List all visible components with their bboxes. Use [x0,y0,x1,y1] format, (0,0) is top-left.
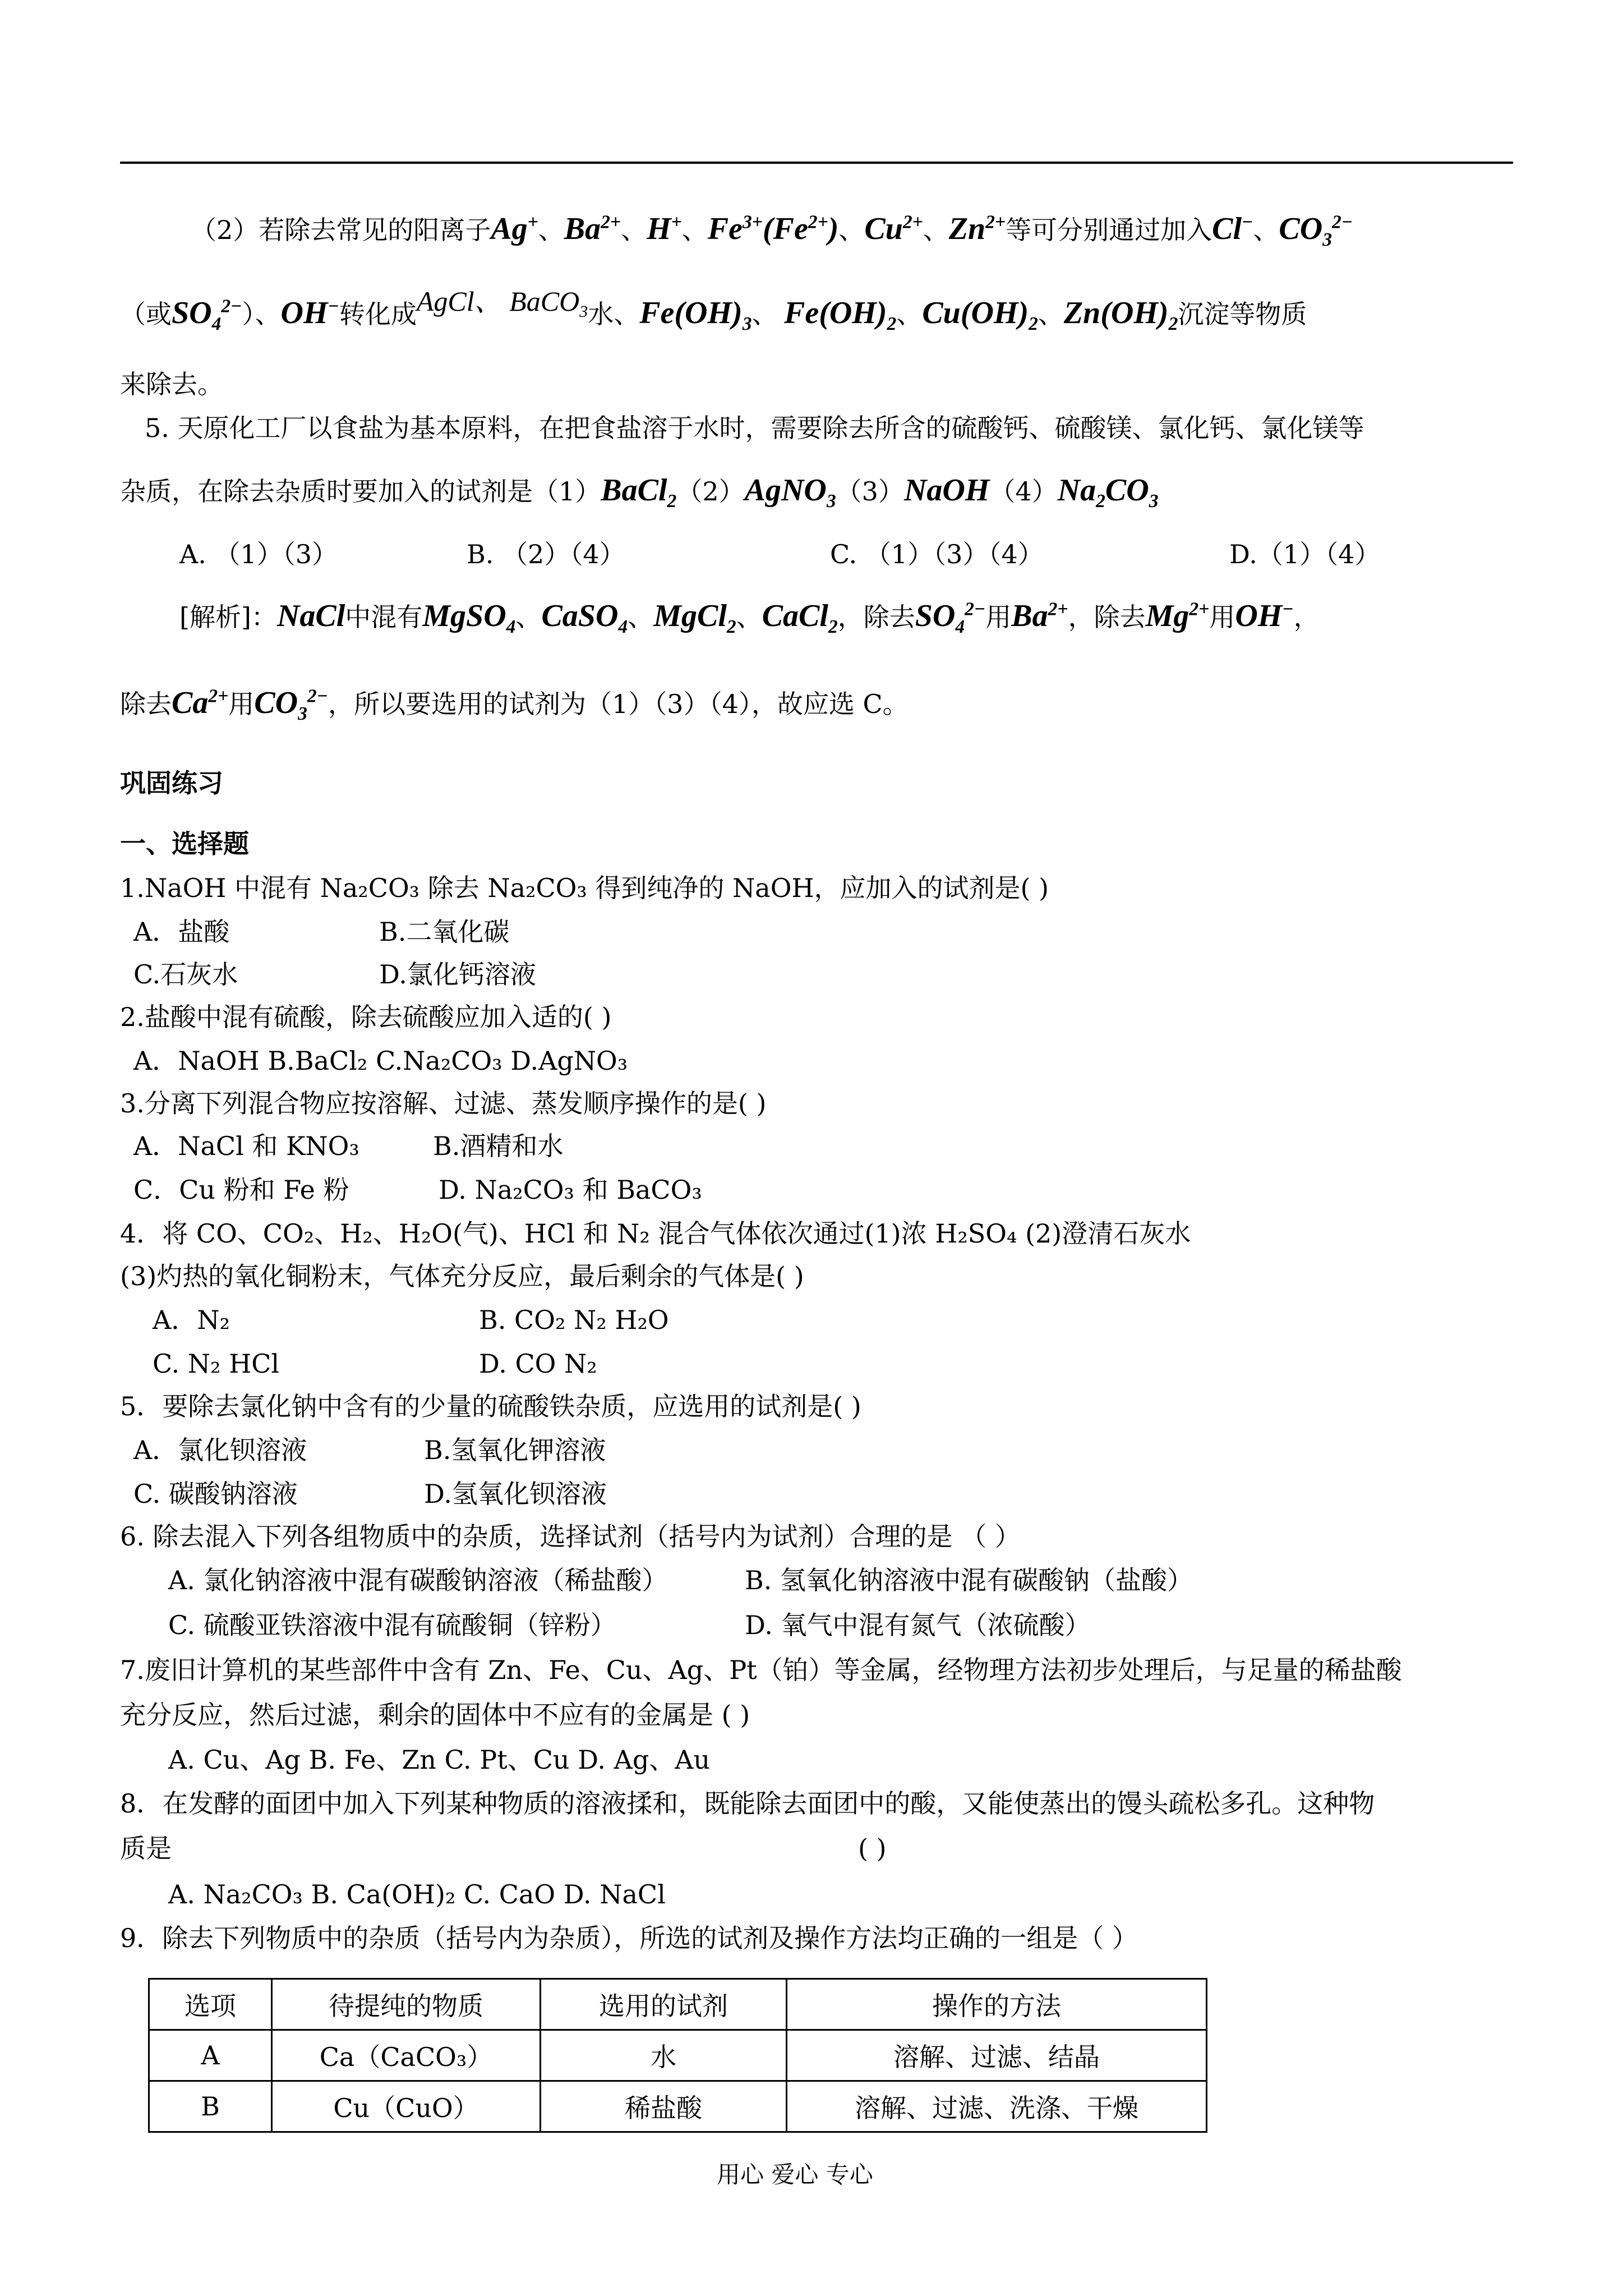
formula-oh: OH− [280,296,339,330]
header-rule [120,162,1513,164]
ex4-option-c: C. N₂ HCl [153,1349,280,1379]
ex4-option-d: D. CO N₂ [479,1349,597,1379]
table-row [149,2030,1207,2081]
q5-option-a: A. （1）（3） [179,539,338,569]
q5-analysis-6: 用 [1209,602,1235,632]
ex9-stem: 9．除去下列物质中的杂质（括号内为杂质），所选的试剂及操作方法均正确的一组是（ ） [120,1923,1138,1953]
q5-text-1: 杂质，在除去杂质时要加入的试剂是（1） [120,476,601,507]
table-cell: 稀盐酸 [541,2081,787,2132]
formula-mg: $Mg^{2+}$ [1145,599,1210,633]
ex3-option-b: B.酒精和水 [433,1131,564,1161]
ex6-stem: 6. 除去混入下列各组物质中的杂质，选择试剂（括号内为试剂）合理的是 （ ） [120,1521,1021,1552]
p2-line-1 [191,211,1353,251]
ex4-stem-2: (3)灼热的氧化铜粉末，气体充分反应，最后剩余的气体是( ) [120,1261,804,1291]
formula-ba: $Ba^{2+}$ [1011,599,1068,633]
section-subtitle: 一、选择题 [120,829,249,859]
ex4-option-b: B. CO₂ N₂ H₂O [479,1305,669,1335]
formula-na2co3: $Na_2CO_3$ [1057,473,1159,512]
ex8-stem-1: 8．在发酵的面团中加入下列某种物质的溶液揉和，既能除去面团中的酸，又能使蒸出的馒头疏松多孔。这种物 [120,1788,1375,1819]
ex5-option-d: D.氢氧化钡溶液 [424,1479,607,1509]
ex8-answer-blank: ( ) [858,1833,887,1864]
ex1-option-b: B.二氧化碳 [379,917,510,947]
q5-analysis-5: ，除去 [1068,602,1146,632]
table-cell: 溶解、过滤、洗涤、干燥 [787,2081,1207,2132]
ex7-options: A. Cu、Ag B. Fe、Zn C. Pt、Cu D. Ag、Au [168,1745,711,1775]
q5-option-c: C. （1）（3）（4） [830,539,1044,569]
table-cell: Ca（CaCO₃） [272,2030,541,2081]
ex6-option-b: B. 氢氧化钠溶液中混有碳酸钠（盐酸） [745,1565,1193,1595]
q5-text-3: （3） [836,476,904,507]
table-cell: 水 [541,2030,787,2081]
q5-analysis-2: 中混有 [345,602,423,632]
q5-line-2 [120,473,1159,512]
q5-analysis-7: 除去 [120,689,172,719]
p2-text-1: （2）若除去常见的阳离子 [191,215,491,245]
p2-text-3: （或 [120,299,172,329]
p2-line-2 [120,286,1307,335]
p2-text-6: 水、 [588,299,640,329]
q5-analysis-8: 用 [228,689,255,719]
formula-ca: $Ca^{2+}$ [172,685,229,720]
formula-so4: $SO_4^{2-}$ [172,296,242,335]
ex7-stem-2: 充分反应，然后过滤，剩余的固体中不应有的金属是 ( ) [120,1700,750,1730]
q5-analysis-line-2 [120,685,909,725]
ex2-options: A．NaOH B.BaCl₂ C.Na₂CO₃ D.AgNO₃ [133,1046,628,1076]
ex3-stem: 3.分离下列混合物应按溶解、过滤、蒸发顺序操作的是( ) [120,1088,767,1119]
table-cell: B [149,2081,272,2132]
p2-text-5: 转化成 [339,299,417,329]
table-cell: 溶解、过滤、结晶 [787,2030,1207,2081]
ex4-stem-1: 4．将 CO、CO₂、H₂、H₂O(气)、HCl 和 N₂ 混合气体依次通过(1)浓 H₂SO₄ (2)澄清石灰水 [120,1218,1191,1249]
q5-analysis-line-1: [解析]：NaCl中混有MgSO$_4$、CaSO$_4$、MgCl$_2$、CaCl$_2$，除去$SO_4^{2-}$用$Ba^{2+}$，除去$Mg^{2+}$用OH−， [179,599,1320,638]
ex2-stem: 2.盐酸中混有硫酸，除去硫酸应加入适的( ) [120,1002,612,1032]
table-header-cell: 选项 [149,1979,272,2030]
formula-agno3: AgNO$_3$ [744,473,836,512]
formula-bacl2: BaCl$_2$ [601,473,677,512]
formula-agcl-baco3: AgCl、 BaCO$_3$ [416,286,588,321]
table-cell: A [149,2030,272,2081]
formula-oh-b: OH− [1235,599,1294,633]
formula-cations: Ag+、$Ba^{2+}$、H+、$Fe^{3+}(Fe^{2+})$、$Cu^{2+}$、$Zn^{2+}$ [491,211,1006,246]
ex6-option-c: C. 硫酸亚铁溶液中混有硫酸铜（锌粉） [168,1610,616,1640]
q5-analysis-4: 用 [985,602,1012,632]
q5-text-2: （2） [676,476,745,507]
p2-text-2: 等可分别通过加入 [1006,215,1212,245]
table-header-row [149,1979,1207,2030]
formula-so4-b: $SO_4^{2-}$ [915,599,986,638]
ex3-option-a: A．NaCl 和 KNO₃ [133,1131,359,1161]
q5-analysis-1: [解析]： [179,602,277,632]
table-row [149,2081,1207,2132]
ex5-stem: 5．要除去氯化钠中含有的少量的硫酸铁杂质，应选用的试剂是( ) [120,1391,861,1421]
p2-text-7: 沉淀等物质 [1178,299,1307,329]
ex1-option-d: D.氯化钙溶液 [379,959,536,990]
p2-text-4: ）、 [242,299,281,329]
ex1-option-a: A．盐酸 [133,917,230,947]
section-title: 巩固练习 [120,768,223,798]
ex7-stem-1: 7.废旧计算机的某些部件中含有 Zn、Fe、Cu、Ag、Pt（铂）等金属，经物理方法初步处理后，与足量的稀盐酸 [120,1655,1402,1685]
ex8-stem-2: 质是 [120,1833,172,1864]
q5-line-1: 5. 天原化工厂以食盐为基本原料，在把食盐溶于水时，需要除去所含的硫酸钙、硫酸镁、氯化钙、氯化镁等 [145,413,1364,443]
ex6-option-d: D. 氧气中混有氮气（浓硫酸） [745,1610,1091,1640]
q5-text-4: （4） [989,476,1058,507]
ex1-option-c: C.石灰水 [133,959,238,990]
ex9-table [148,1978,1207,2133]
table-cell: Cu（CuO） [272,2081,541,2132]
ex3-option-d: D. Na₂CO₃ 和 BaCO₃ [439,1175,702,1205]
q5-option-b: B. （2）（4） [467,539,625,569]
ex5-option-c: C. 碳酸钠溶液 [133,1479,298,1509]
ex6-option-a: A. 氯化钠溶液中混有碳酸钠溶液（稀盐酸） [168,1565,668,1595]
formula-anions: Cl−、$CO_3^{2-}$ [1212,211,1353,251]
formula-naoh: NaOH [903,473,990,508]
ex4-option-a: A．N₂ [153,1305,230,1335]
formula-impurities: MgSO$_4$、CaSO$_4$、MgCl$_2$、CaCl$_2$ [422,599,838,638]
ex3-option-c: C．Cu 粉和 Fe 粉 [133,1175,349,1205]
table-header-cell: 选用的试剂 [541,1979,787,2030]
q5-option-d: D.（1）（4） [1229,539,1381,569]
table-header-cell: 待提纯的物质 [272,1979,541,2030]
ex5-option-b: B.氢氧化钾溶液 [424,1435,606,1465]
table-header-cell: 操作的方法 [787,1979,1207,2030]
page-footer: 用心 爱心 专心 [717,2161,873,2188]
formula-co3-b: $CO_3^{2-}$ [254,685,329,725]
formula-hydroxides: $Fe(OH)_3$、 $Fe(OH)_2$、$Cu(OH)_2$、$Zn(OH)_2$ [639,296,1178,335]
p2-line-3: 来除去。 [120,369,223,399]
ex1-stem: 1.NaOH 中混有 Na₂CO₃ 除去 Na₂CO₃ 得到纯净的 NaOH，应加入的试剂是( ) [120,873,1049,903]
q5-analysis-9: ，所以要选用的试剂为（1）（3）（4），故应选 C。 [328,689,909,719]
ex8-options: A. Na₂CO₃ B. Ca(OH)₂ C. CaO D. NaCl [168,1879,666,1910]
formula-nacl: NaCl [276,599,345,633]
q5-analysis-3: ，除去 [837,602,915,632]
ex5-option-a: A．氯化钡溶液 [133,1435,307,1465]
